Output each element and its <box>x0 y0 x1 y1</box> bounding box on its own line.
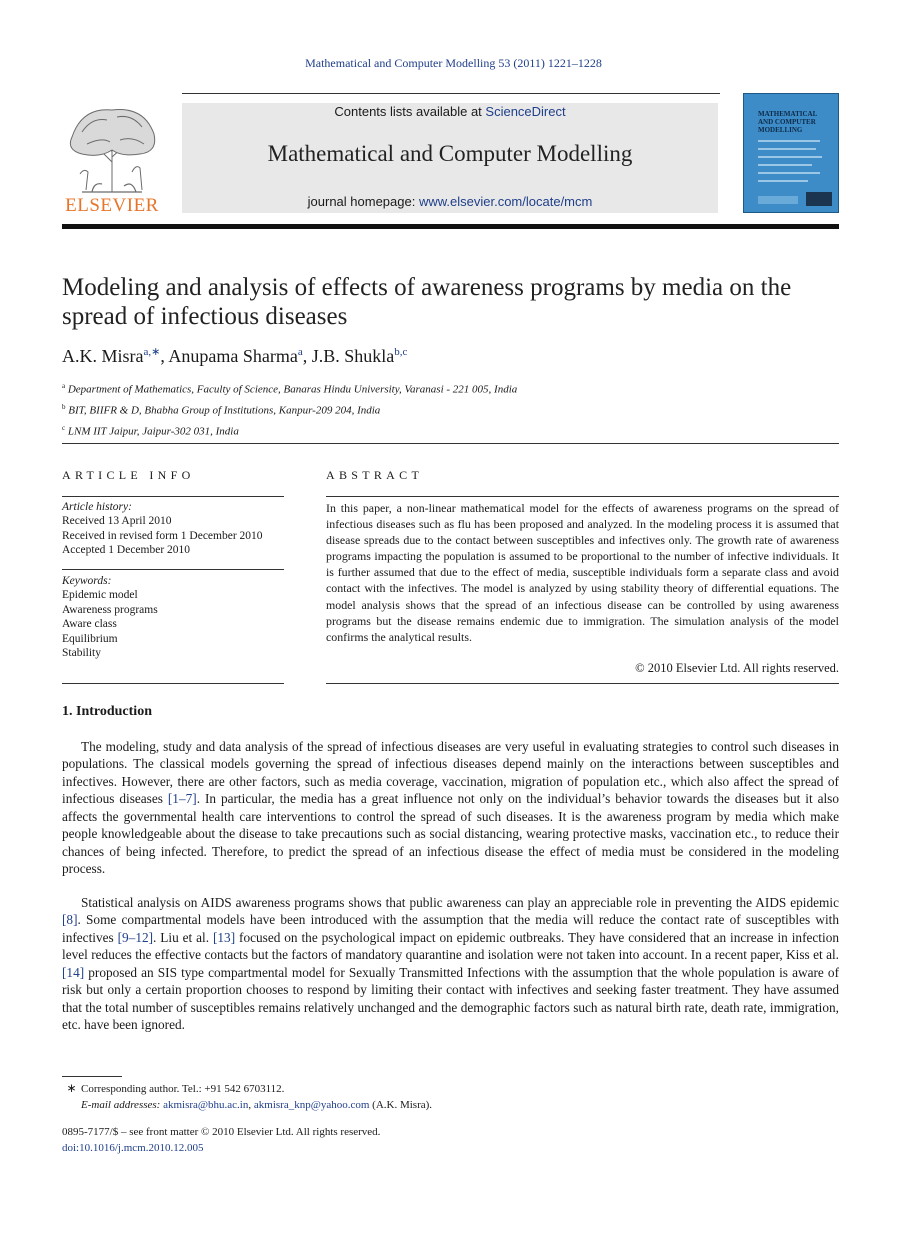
email-separator: , <box>248 1099 254 1111</box>
author-separator: , <box>160 346 169 366</box>
homepage-link[interactable]: www.elsevier.com/locate/mcm <box>418 194 593 209</box>
author-name[interactable]: A.K. Misra <box>62 346 144 366</box>
footnote-marker: ∗ <box>66 1081 77 1095</box>
affiliation <box>62 399 762 420</box>
paragraph-text: . Some compartmental models have been introduced with the assumption that the media will reduce the contact rate of susceptibles with infectives <box>62 912 839 945</box>
author-separator: , <box>302 346 312 366</box>
citation-link[interactable]: [14] <box>62 964 85 980</box>
introduction-heading: 1. Introduction <box>62 704 152 719</box>
section-divider <box>62 443 839 444</box>
front-matter-info <box>62 1124 662 1156</box>
article-history <box>62 500 284 558</box>
article-history-label: Article history: <box>62 501 132 513</box>
affiliation-marker: b <box>62 403 66 412</box>
cover-line <box>758 148 816 150</box>
author-list <box>62 345 762 367</box>
abstract-heading: ABSTRACT <box>326 468 424 482</box>
keyword: Stability <box>62 647 101 660</box>
abstract-copyright: © 2010 Elsevier Ltd. All rights reserved. <box>635 661 839 675</box>
affiliation-text: Department of Mathematics, Faculty of Science, Banaras Hindu University, Varanasi - 221 005, India <box>67 383 518 396</box>
history-item: Received 13 April 2010 <box>62 515 172 528</box>
affiliations <box>62 378 762 441</box>
cover-line <box>758 180 808 182</box>
keywords-label: Keywords: <box>62 575 112 587</box>
paragraph-text: The modeling, study and data analysis of the spread of infectious diseases are very useful in evaluating strategies to control such diseases in populations. The classical models governing the spread of infectious diseases depend mainly on the interactions between susceptibles and infectives. However, there are other factors, such as media coverage, vaccination, migration of population etc., which also affect the spread of infectious diseases <box>62 739 839 807</box>
email-label: E-mail addresses: <box>81 1099 161 1111</box>
article-title: Modeling and analysis of effects of awareness programs by media on the spread of infectious diseases <box>62 274 792 330</box>
doi-link[interactable]: doi:10.1016/j.mcm.2010.12.005 <box>62 1142 204 1154</box>
elsevier-tree-icon <box>62 102 162 196</box>
elsevier-logo-text: ELSEVIER <box>65 195 159 216</box>
keyword: Epidemic model <box>62 589 138 602</box>
intro-paragraph <box>62 894 839 1034</box>
contents-prefix: Contents lists available at <box>334 104 486 119</box>
email-note <box>62 1097 762 1114</box>
homepage-line <box>182 194 718 209</box>
journal-title: Mathematical and Computer Modelling <box>267 141 633 166</box>
article-info-bottom-rule <box>62 683 284 684</box>
journal-banner <box>182 103 718 213</box>
cover-line <box>758 164 812 166</box>
issn-line: 0895-7177/$ – see front matter © 2010 Elsevier Ltd. All rights reserved. <box>62 1126 381 1138</box>
affiliation-text: BIT, BIIFR & D, Bhabha Group of Institutions, Kanpur-209 204, India <box>68 404 381 417</box>
keyword: Equilibrium <box>62 632 118 645</box>
paragraph-text: . Liu et al. <box>153 929 213 945</box>
journal-reference[interactable]: Mathematical and Computer Modelling 53 (2011) 1221–1228 <box>305 56 602 70</box>
elsevier-logo[interactable] <box>62 102 162 214</box>
history-item: Accepted 1 December 2010 <box>62 544 191 557</box>
history-item: Received in revised form 1 December 2010 <box>62 529 263 542</box>
citation-link[interactable]: [1–7] <box>167 791 197 807</box>
author-affil-marker[interactable]: b,c <box>394 346 408 358</box>
keyword: Aware class <box>62 618 117 631</box>
affiliation <box>62 378 762 399</box>
author-affil-marker[interactable]: a,∗ <box>143 346 161 358</box>
affiliation-text: LNM IIT Jaipur, Jaipur-302 031, India <box>67 425 239 438</box>
article-info-rule <box>62 496 284 497</box>
cover-line <box>758 156 822 158</box>
author-affil-marker[interactable]: a <box>297 346 303 358</box>
cover-badge-icon <box>806 192 832 206</box>
article-info-heading: ARTICLE INFO <box>62 468 195 482</box>
paragraph-text: Statistical analysis on AIDS awareness programs shows that public awareness can play an appreciable role in preventing the AIDS epidemic <box>81 895 839 910</box>
paragraph-text: focused on the psychological impact on epidemic outbreaks. They have considered that an increase in infection level reduces the effective contacts but the factors of mandatory quarantine and isolation were not taken into account. In a recent paper, Kiss et al. <box>62 929 839 963</box>
contents-line <box>182 104 718 119</box>
affiliation <box>62 420 762 441</box>
author-name[interactable]: J.B. Shukla <box>311 346 395 366</box>
citation-link[interactable]: [13] <box>212 929 236 945</box>
homepage-prefix: journal homepage: <box>307 194 419 209</box>
paragraph-text: proposed an SIS type compartmental model for Sexually Transmitted Infections with the assumption that the whole population is aware of risk but only a certain proportion chooses to respond by limiting their contact with infectives and seeking faster treatment. They have assumed that the total number of susceptibles remains relatively unchanged and the demographic factors such as natural birth rate, death rate, immigration, etc. have been ignored. <box>62 964 839 1033</box>
affiliation-marker: c <box>62 424 66 433</box>
abstract-text: In this paper, a non-linear mathematical model for the effects of awareness programs on the spread of infectious diseases such as flu has been proposed and analyzed. In the modeling process it is assumed that disease spreads due to the contact between susceptibles and infectives only. The growth rate of awareness programs impacting the population is assumed to be proportional to the number of infective individuals. It is further assumed that due to the effect of media, susceptible individuals form a separate class and avoid contact with the infectives. The model is analyzed by using stability theory of differential equations. The model analysis shows that the spread of an infectious disease can be controlled by using awareness programs but the disease remains endemic due to immigration. The simulation analysis of the model confirms the analytical results. <box>326 501 839 644</box>
email-owner: (A.K. Misra). <box>369 1099 433 1111</box>
abstract-bottom-rule <box>326 683 839 684</box>
journal-cover[interactable] <box>743 93 839 213</box>
header-bottom-rule <box>62 224 839 229</box>
intro-paragraph <box>62 738 839 878</box>
affiliation-marker: a <box>62 382 66 390</box>
keyword: Awareness programs <box>62 603 158 616</box>
email-link[interactable]: akmisra@bhu.ac.in <box>163 1099 249 1111</box>
cover-footer-block <box>758 196 798 204</box>
abstract-rule <box>326 496 839 497</box>
corresponding-author-text: Corresponding author. Tel.: +91 542 6703112. <box>81 1083 285 1095</box>
sciencedirect-link[interactable]: ScienceDirect <box>485 104 566 119</box>
keywords <box>62 574 284 660</box>
citation-link[interactable]: [9–12] <box>117 929 154 945</box>
email-link[interactable]: akmisra_knp@yahoo.com <box>253 1099 370 1111</box>
citation-link[interactable]: [8] <box>62 912 78 928</box>
keywords-rule <box>62 569 284 570</box>
author-name[interactable]: Anupama Sharma <box>168 346 298 366</box>
corresponding-author-note <box>62 1080 762 1098</box>
footnote-rule <box>62 1076 122 1077</box>
cover-line <box>758 172 820 174</box>
cover-line <box>758 140 820 142</box>
header-top-rule <box>182 93 720 94</box>
paragraph-text: . In particular, the media has a great influence not only on the individual’s behavior towards the diseases but it also affects the governmental health care interventions to control the spread of such diseases. It is the awareness program by media which make people knowledgeable about the disease to take precautions such as social distancing, wearing protective masks, vaccination etc., to reduce their chances of being infected. Therefore, to predict the spread of an infectious disease the effect of media must be considered in the modeling process. <box>62 791 840 877</box>
cover-title: MATHEMATICAL AND COMPUTER MODELLING <box>758 110 817 134</box>
